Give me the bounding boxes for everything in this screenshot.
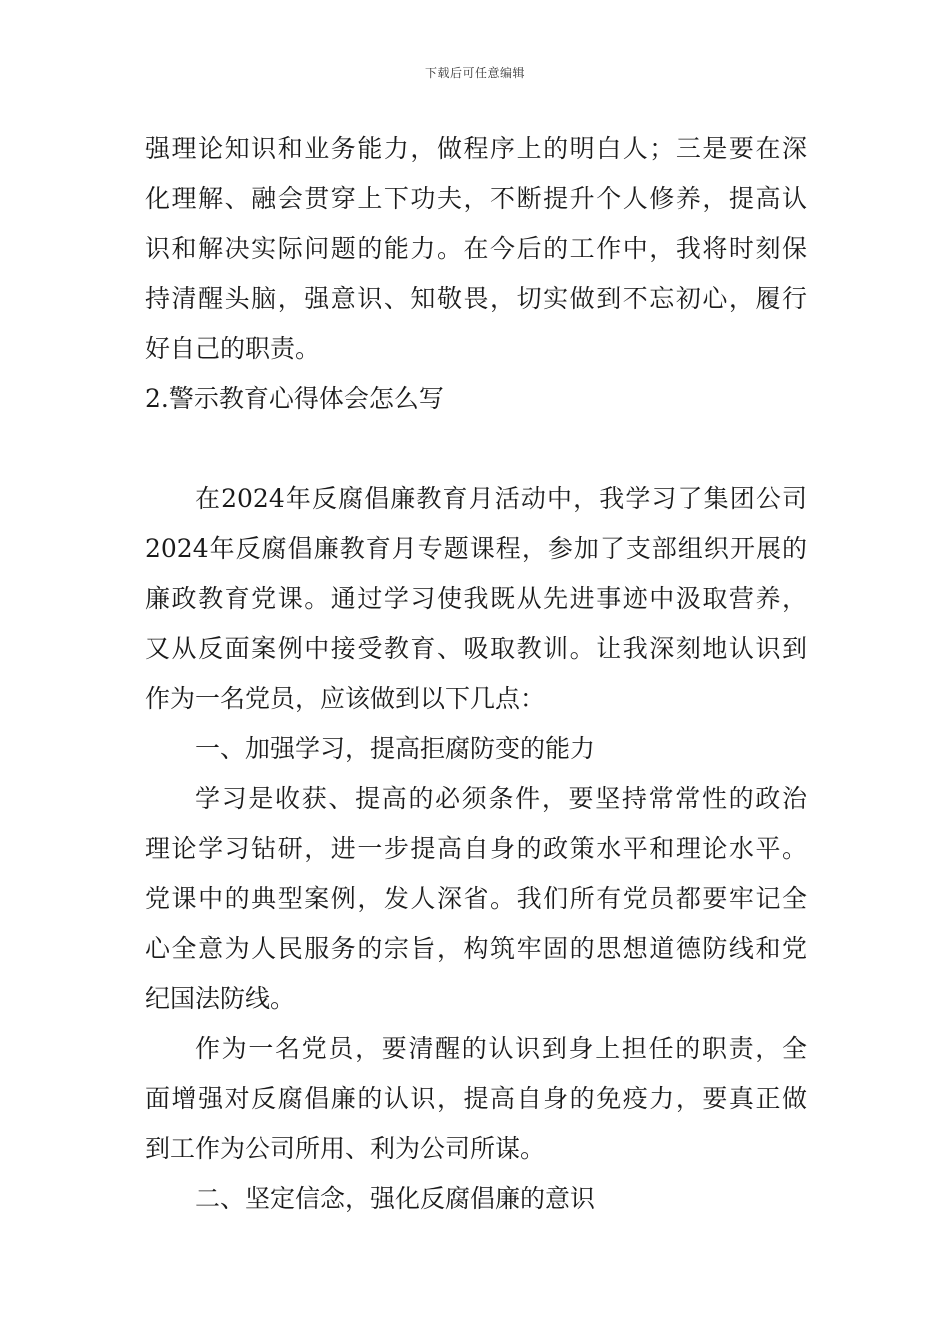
text-line: 理论学习钻研，进一步提高自身的政策水平和理论水平。 — [145, 834, 807, 863]
text-line: 到工作为公司所用、利为公司所谋。 — [145, 1134, 546, 1163]
text-line: 化理解、融会贯穿上下功夫，不断提升个人修养，提高认 — [145, 184, 807, 213]
text-line: 心全意为人民服务的宗旨，构筑牢固的思想道德防线和党 — [145, 934, 807, 963]
text-line: 二、坚定信念，强化反腐倡廉的意识 — [195, 1184, 596, 1213]
text-line: 廉政教育党课。通过学习使我既从先进事迹中汲取营养， — [145, 584, 807, 613]
page-header: 下载后可任意编辑 — [424, 66, 525, 80]
text-line: 持清醒头脑，强意识、知敬畏，切实做到不忘初心，履行 — [145, 284, 807, 313]
text-line: 学习是收获、提高的必须条件，要坚持常常性的政治 — [195, 784, 807, 813]
text-line: 2024年反腐倡廉教育月专题课程，参加了支部组织开展的 — [145, 534, 807, 563]
text-line: 面增强对反腐倡廉的认识，提高自身的免疫力，要真正做 — [145, 1084, 807, 1113]
text-line: 纪国法防线。 — [145, 984, 296, 1013]
text-line: 又从反面案例中接受教育、吸取教训。让我深刻地认识到 — [145, 634, 807, 663]
text-line: 党课中的典型案例，发人深省。我们所有党员都要牢记全 — [145, 884, 807, 913]
text-line: 好自己的职责。 — [145, 334, 321, 363]
text-line: 作为一名党员，应该做到以下几点： — [145, 684, 546, 713]
text-line: 作为一名党员，要清醒的认识到身上担任的职责，全 — [195, 1034, 807, 1063]
document-body — [145, 124, 807, 1224]
blank-line — [145, 424, 807, 474]
text-line: 识和解决实际问题的能力。在今后的工作中，我将时刻保 — [145, 234, 807, 263]
text-line: 一、加强学习，提高拒腐防变的能力 — [195, 734, 596, 763]
text-line: 2.警示教育心得体会怎么写 — [145, 384, 444, 413]
text-line: 在2024年反腐倡廉教育月活动中，我学习了集团公司 — [195, 484, 807, 513]
text-line: 强理论知识和业务能力，做程序上的明白人；三是要在深 — [145, 134, 807, 163]
